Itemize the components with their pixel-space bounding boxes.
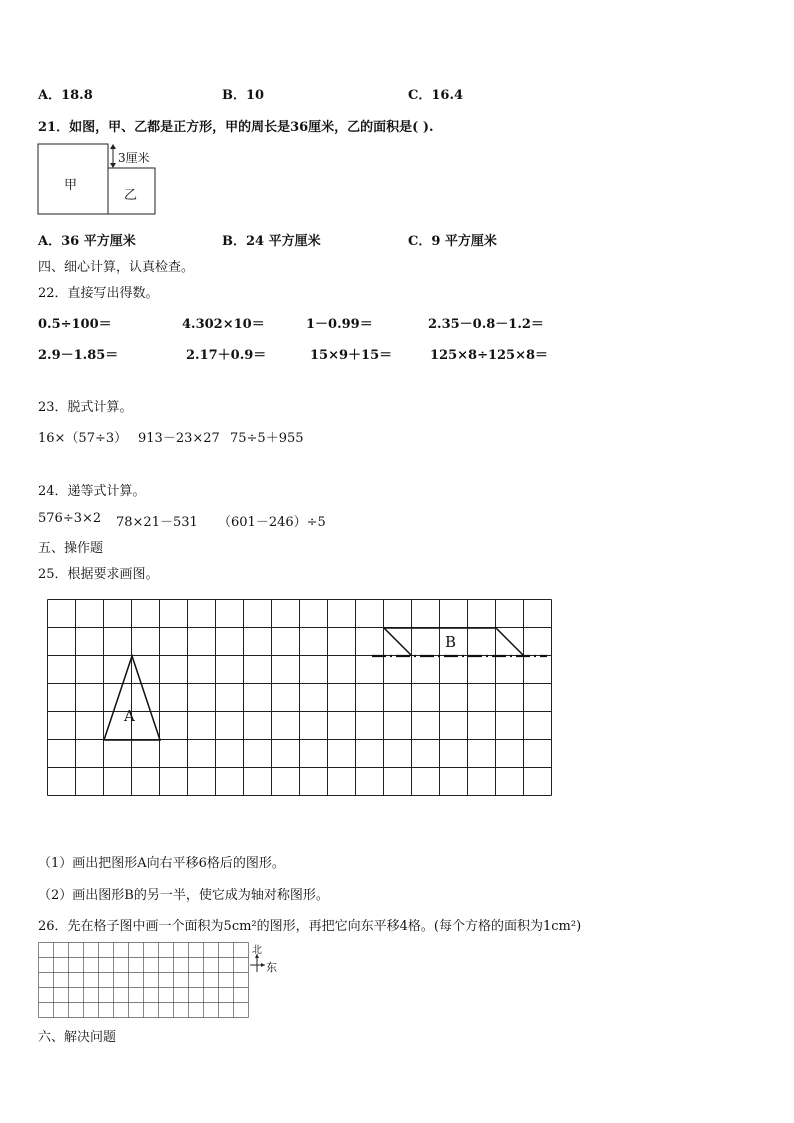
q22-title: 22．直接写出得数。 (38, 286, 159, 301)
label-yi: 乙 (124, 188, 138, 203)
q22-item: 1－0.99＝ (306, 317, 373, 332)
q21-option-b: B．24 平方厘米 (222, 234, 321, 249)
q24-item: （601－246）÷5 (218, 515, 326, 530)
arrow-head-up (110, 144, 116, 149)
q22-item: 4.302×10＝ (182, 317, 265, 332)
q21-option-a: A．36 平方厘米 (38, 234, 136, 249)
shape-b-left-edge (384, 628, 412, 656)
q25-title: 25．根据要求画图。 (38, 567, 159, 582)
label-3cm: 3厘米 (118, 151, 150, 165)
section-6-heading: 六、解决问题 (38, 1030, 117, 1045)
q25-sub1: （1）画出把图形A向右平移6格后的图形。 (38, 856, 285, 871)
q21-question: 21．如图，甲、乙都是正方形，甲的周长是36厘米，乙的面积是( ). (38, 120, 434, 135)
q22-item: 2.9－1.85＝ (38, 348, 119, 363)
arrow-head-down (110, 163, 116, 168)
q22-item: 0.5÷100＝ (38, 317, 112, 332)
q26-title: 26．先在格子图中画一个面积为5cm²的图形，再把它向东平移4格。(每个方格的面积为1cm²) (38, 919, 582, 934)
q21-option-c: C．9 平方厘米 (408, 234, 497, 249)
q22-item: 15×9＋15＝ (310, 348, 393, 363)
q24-item: 576÷3×2 (38, 511, 102, 526)
label-b: B (445, 633, 457, 651)
compass-north-label: 北 (252, 945, 262, 956)
label-jia: 甲 (64, 178, 78, 193)
q23-item: 75÷5＋955 (230, 431, 304, 446)
q20-option-a: A．18.8 (38, 88, 93, 103)
q20-option-c: C．16.4 (408, 88, 464, 103)
compass-icon (250, 954, 266, 974)
section-5-heading: 五、操作题 (38, 541, 104, 556)
q23-item: 913－23×27 (138, 431, 220, 446)
q26-drawing-grid[interactable] (38, 942, 250, 1022)
label-a: A (124, 707, 135, 725)
q25-sub2: （2）画出图形B的另一半，使它成为轴对称图形。 (38, 888, 329, 903)
q20-option-b: B．10 (222, 88, 265, 103)
grid-lines (39, 943, 249, 1018)
q24-title: 24．递等式计算。 (38, 484, 146, 499)
q22-item: 125×8÷125×8＝ (430, 348, 549, 363)
section-4-heading: 四、细心计算，认真检查。 (38, 260, 195, 275)
q22-item: 2.35－0.8－1.2＝ (428, 317, 544, 332)
grid-lines (48, 600, 552, 796)
q23-title: 23．脱式计算。 (38, 400, 133, 415)
q23-item: 16×（57÷3） (38, 431, 128, 446)
q25-drawing-grid[interactable] (47, 599, 553, 801)
q24-item: 78×21－531 (116, 515, 198, 530)
q22-item: 2.17＋0.9＝ (186, 348, 267, 363)
compass-east-label: 东 (266, 961, 277, 974)
